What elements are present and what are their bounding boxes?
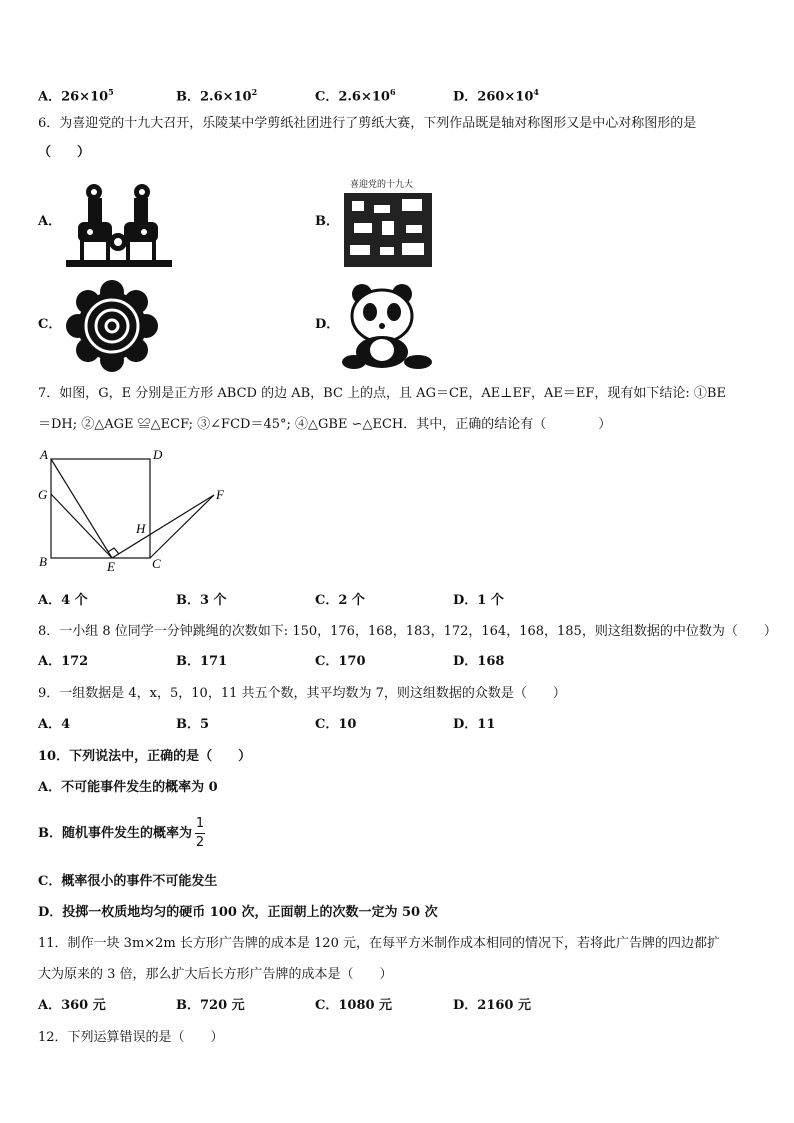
q5-option-b [176, 84, 257, 105]
label-d: D [153, 447, 163, 462]
option-label: B． [176, 89, 200, 105]
q10-option-a: A．不可能事件发生的概率为 0 [38, 780, 218, 795]
option-text: B．随机事件发生的概率为 [38, 826, 192, 841]
option-label: C． [315, 89, 339, 105]
numerator: 1 [195, 816, 205, 831]
fraction-one-half [195, 817, 205, 850]
q7-option-b: B．3 个 [176, 593, 227, 608]
q5-option-c [315, 84, 396, 105]
label-f: F [216, 487, 224, 502]
q6-option-b-label: B． [315, 214, 339, 229]
q11-option-d: D．2160 元 [453, 998, 531, 1013]
option-exponent: 6 [389, 87, 396, 97]
q7-option-c: C．2 个 [315, 593, 365, 608]
q7-stem-line1: 7．如图，G，E 分别是正方形 ABCD 的边 AB，BC 上的点，且 AG＝CE，AE⊥EF，AE＝EF，现有如下结论: ①BE [38, 386, 726, 401]
q9-stem: 9．一组数据是 4，x，5，10，11 共五个数，其平均数为 7，则这组数据的众数是（ ） [38, 686, 566, 701]
option-base: 2.6×10 [338, 89, 390, 105]
q7-option-a: A．4 个 [38, 593, 88, 608]
option-exponent: 2 [251, 87, 258, 97]
q5-option-d [453, 84, 539, 105]
q8-option-c: C．170 [315, 654, 366, 669]
q9-option-d: D．11 [453, 717, 496, 732]
option-exponent: 5 [108, 87, 114, 97]
q6-option-c-label: C． [38, 317, 62, 332]
q8-option-a: A．172 [38, 654, 89, 669]
deer-papercut-image [64, 178, 174, 270]
q10-stem: 10．下列说法中，正确的是（ ） [38, 749, 252, 764]
q10-option-c: C．概率很小的事件不可能发生 [38, 874, 218, 889]
q8-stem: 8．一小组 8 位同学一分钟跳绳的次数如下: 150，176，168，183，172，164，168，185，则这组数据的中位数为（ ） [38, 624, 777, 639]
option-label: D． [453, 89, 478, 105]
q6-stem-line1: 6．为喜迎党的十九大召开，乐陵某中学剪纸社团进行了剪纸大赛，下列作品既是轴对称图形又是中心对称图形的是 [38, 116, 697, 131]
papercut-caption: 喜迎党的十九大 [350, 180, 414, 190]
q11-option-a: A．360 元 [38, 998, 106, 1013]
option-base: 2.6×10 [200, 89, 252, 105]
label-a: A [40, 447, 48, 462]
q10-option-b [38, 816, 205, 852]
q12-stem: 12．下列运算错误的是（ ） [38, 1030, 224, 1045]
q11-option-c: C．1080 元 [315, 998, 393, 1013]
panda-papercut-image [340, 282, 436, 372]
option-label: A． [38, 89, 62, 105]
q7-stem-line2: ＝DH; ②△AGE ≌△ECF; ③∠FCD＝45°; ④△GBE ∽△ECH．其中，正确的结论有（ ） [38, 417, 612, 432]
label-c: C [152, 556, 161, 571]
flower-papercut-image [64, 278, 160, 374]
q6-option-d-label: D． [315, 317, 340, 332]
q6-option-a-label: A． [38, 214, 62, 229]
q11-stem-line2: 大为原来的 3 倍，那么扩大后长方形广告牌的成本是（ ） [38, 967, 393, 982]
denominator: 2 [195, 835, 205, 850]
q8-option-d: D．168 [453, 654, 505, 669]
q8-option-b: B．171 [176, 654, 228, 669]
party-congress-papercut-image [340, 175, 436, 271]
option-base: 26×10 [61, 89, 109, 105]
square-geometry-figure [30, 440, 270, 580]
label-e: E [107, 559, 115, 574]
label-h: H [136, 521, 146, 536]
q9-option-c: C．10 [315, 717, 357, 732]
q9-option-b: B．5 [176, 717, 210, 732]
label-b: B [39, 554, 47, 569]
q5-option-a [38, 84, 114, 105]
q10-option-d: D．投掷一枚质地均匀的硬币 100 次，正面朝上的次数一定为 50 次 [38, 905, 438, 920]
label-g: G [38, 487, 48, 502]
q9-option-a: A．4 [38, 717, 71, 732]
option-base: 260×10 [477, 89, 534, 105]
option-exponent: 4 [533, 87, 539, 97]
q7-option-d: D．1 个 [453, 593, 504, 608]
q11-stem-line1: 11．制作一块 3m×2m 长方形广告牌的成本是 120 元，在每平方米制作成本相同的情况下，若将此广告牌的四边都扩 [38, 936, 720, 951]
q6-stem-line2: （ ） [38, 145, 91, 160]
q11-option-b: B．720 元 [176, 998, 245, 1013]
